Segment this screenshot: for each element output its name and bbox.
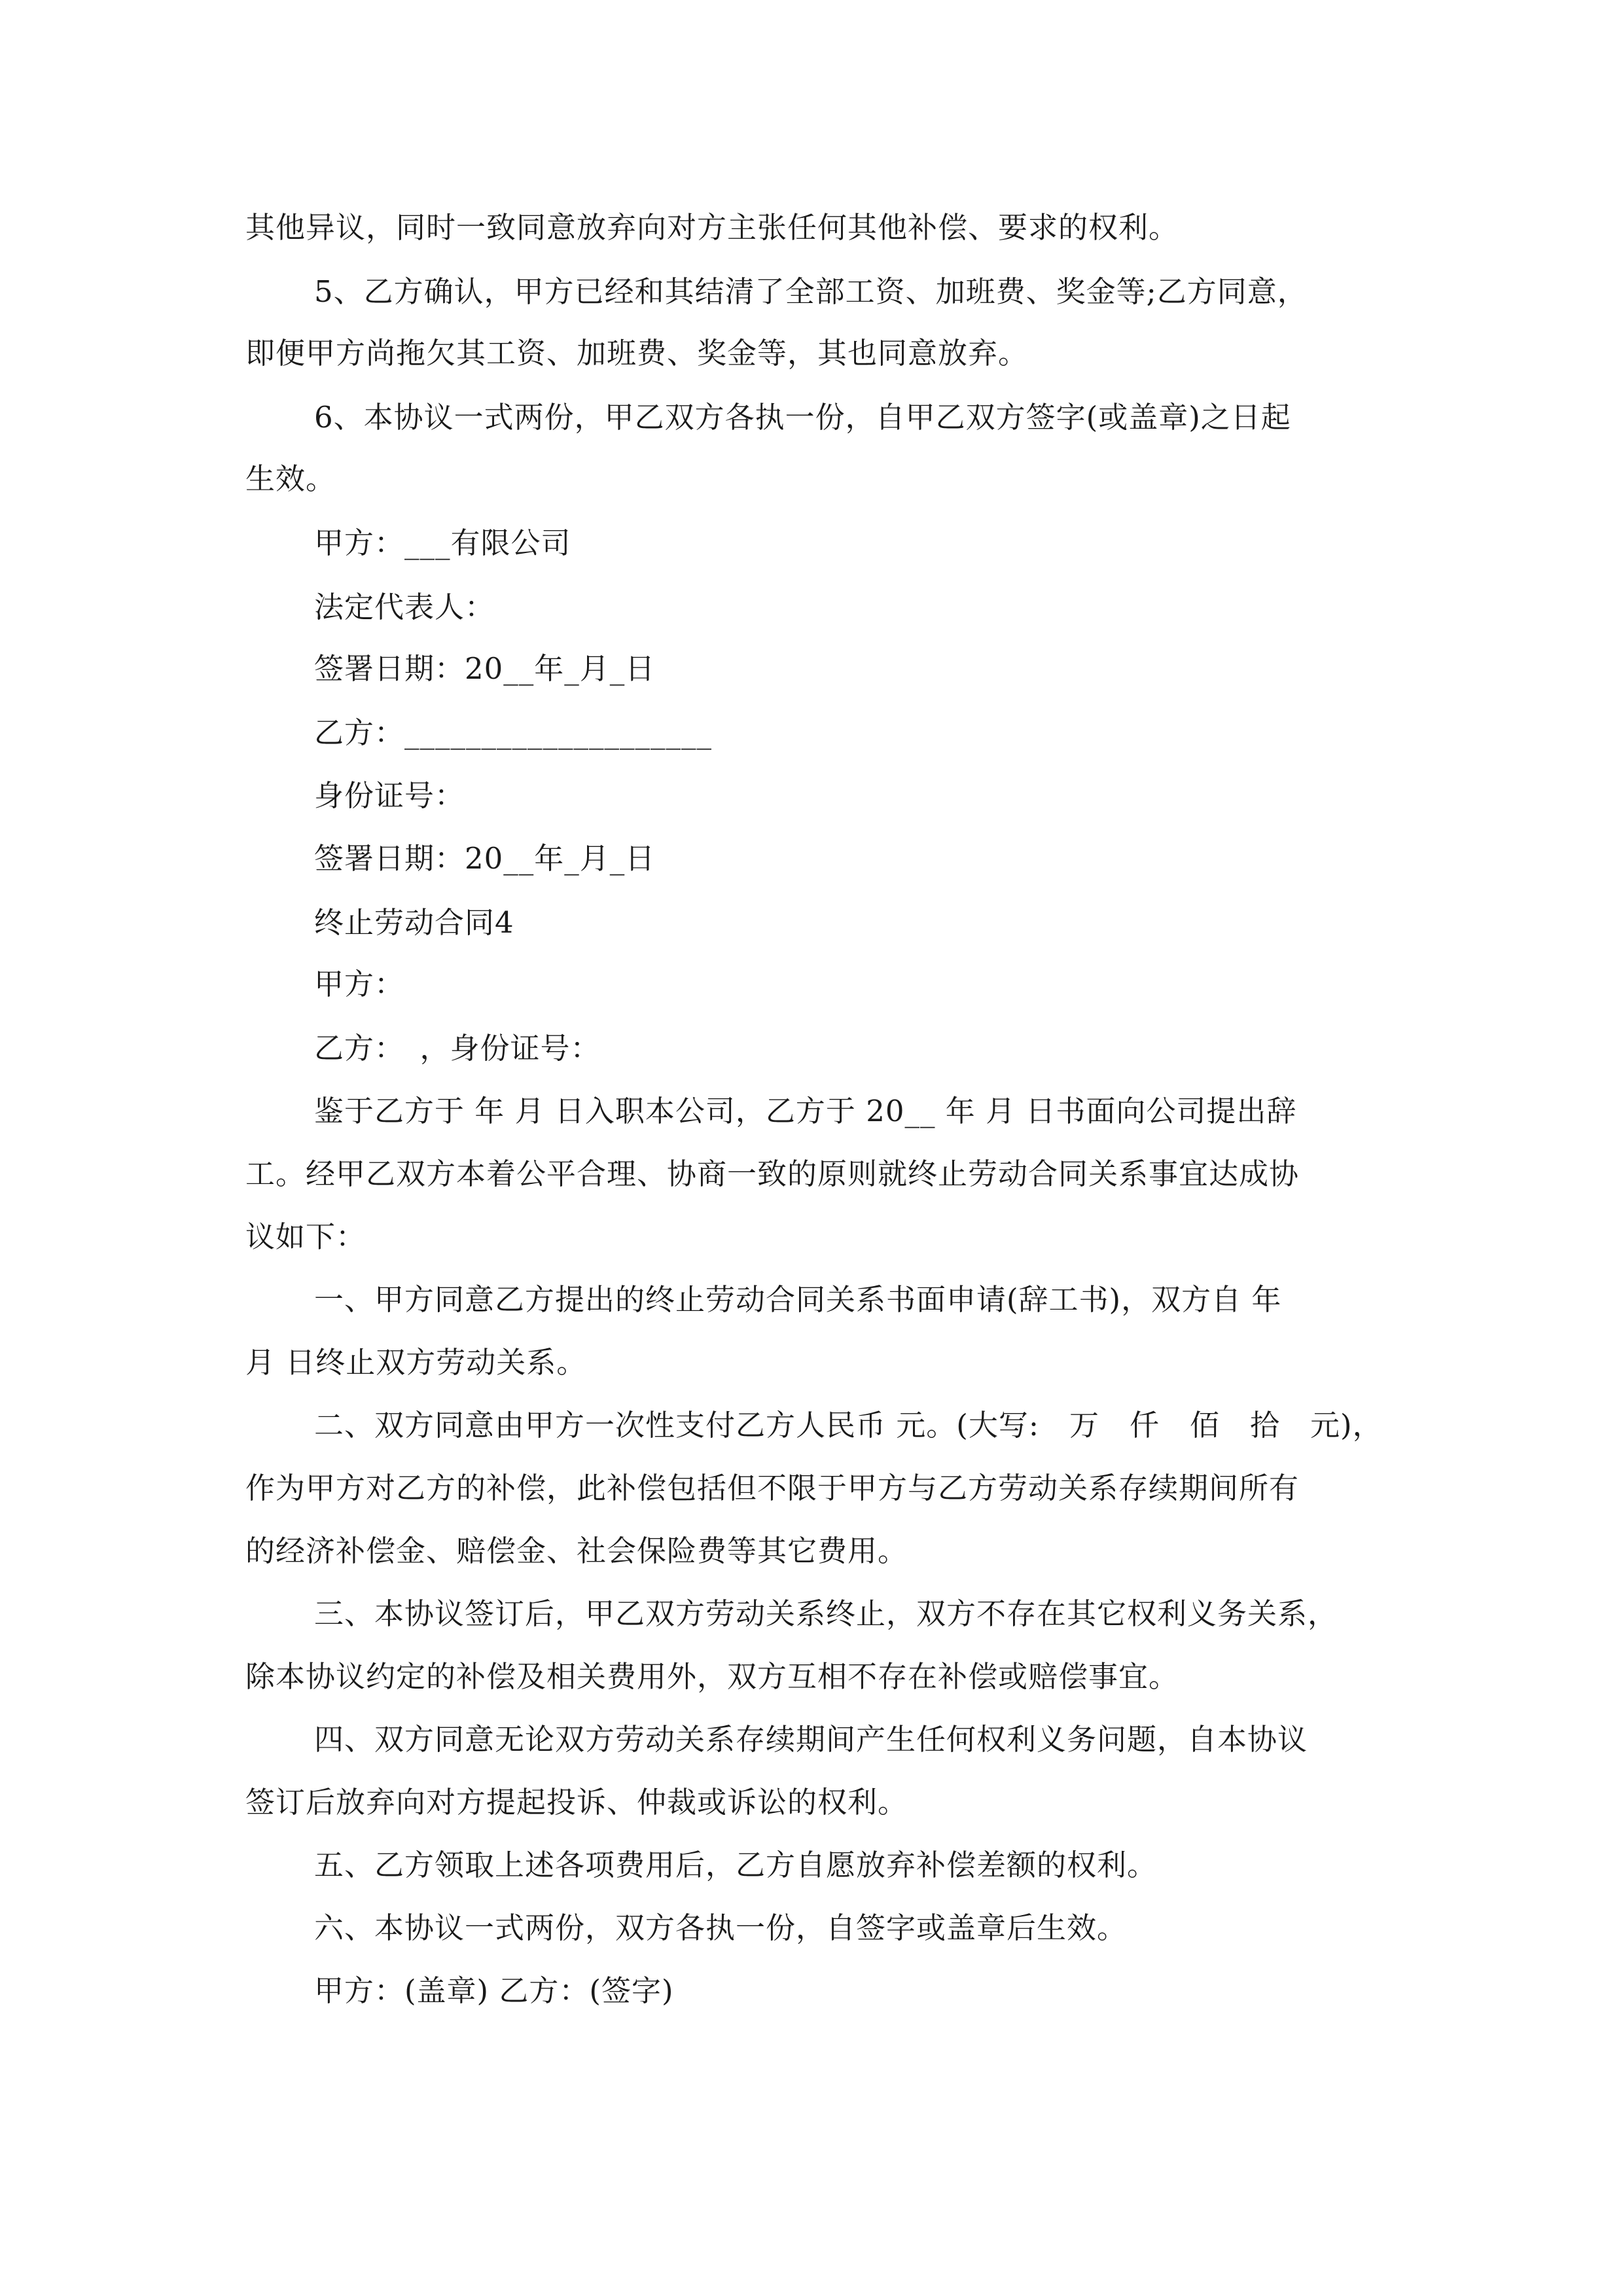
text-line: 三、本协议签订后，甲乙双方劳动关系终止，双方不存在其它权利义务关系，: [314, 1596, 1338, 1631]
text-line: 工。经甲乙双方本着公平合理、协商一致的原则就终止劳动合同关系事宜达成协: [245, 1157, 1300, 1191]
text-line: 其他异议，同时一致同意放弃向对方主张任何其他补偿、要求的权利。: [245, 210, 1179, 245]
text-line: 甲方：(盖章) 乙方：(签字): [314, 1973, 674, 2008]
text-line: 生效。: [245, 461, 336, 496]
text-line: 一、甲方同意乙方提出的终止劳动合同关系书面申请(辞工书)，双方自 年: [314, 1282, 1282, 1317]
text-line: 签署日期：20__年_月_日: [314, 651, 656, 686]
text-line: 议如下：: [245, 1219, 366, 1254]
text-line: 身份证号：: [314, 778, 465, 813]
text-line: 四、双方同意无论双方劳动关系存续期间产生任何权利义务问题，自本协议: [314, 1722, 1308, 1757]
text-line: 甲方：___有限公司: [314, 526, 571, 560]
text-line: 除本协议约定的补偿及相关费用外，双方互相不存在补偿或赔偿事宜。: [245, 1659, 1179, 1694]
text-line: 终止劳动合同4: [314, 905, 514, 940]
text-line: 签订后放弃向对方提起投诉、仲裁或诉讼的权利。: [245, 1785, 908, 1820]
text-line: 乙方：____________________: [314, 715, 713, 750]
text-line: 二、双方同意由甲方一次性支付乙方人民币 元。(大写: 万 仟 佰 拾 元)，: [314, 1408, 1383, 1443]
text-line: 五、乙方领取上述各项费用后，乙方自愿放弃补偿差额的权利。: [314, 1848, 1158, 1882]
text-line: 5、乙方确认，甲方已经和其结清了全部工资、加班费、奖金等;乙方同意，: [314, 274, 1308, 309]
text-line: 六、本协议一式两份，双方各执一份，自签字或盖章后生效。: [314, 1910, 1128, 1945]
text-line: 月 日终止双方劳动关系。: [245, 1345, 587, 1380]
text-line: 法定代表人：: [314, 590, 495, 624]
text-line: 签署日期：20__年_月_日: [314, 841, 656, 876]
text-line: 的经济补偿金、赔偿金、社会保险费等其它费用。: [245, 1534, 908, 1568]
text-line: 即便甲方尚拖欠其工资、加班费、奖金等，其也同意放弃。: [245, 336, 1029, 370]
text-line: 6、本协议一式两份，甲乙双方各执一份，自甲乙双方签字(或盖章)之日起: [314, 400, 1291, 435]
text-line: 作为甲方对乙方的补偿，此补偿包括但不限于甲方与乙方劳动关系存续期间所有: [245, 1471, 1300, 1505]
text-line: 乙方： ，身份证号：: [314, 1031, 601, 1066]
text-line: 鉴于乙方于 年 月 日入职本公司，乙方于 20__ 年 月 日书面向公司提出辞: [314, 1094, 1297, 1128]
text-line: 甲方：: [314, 967, 405, 1001]
